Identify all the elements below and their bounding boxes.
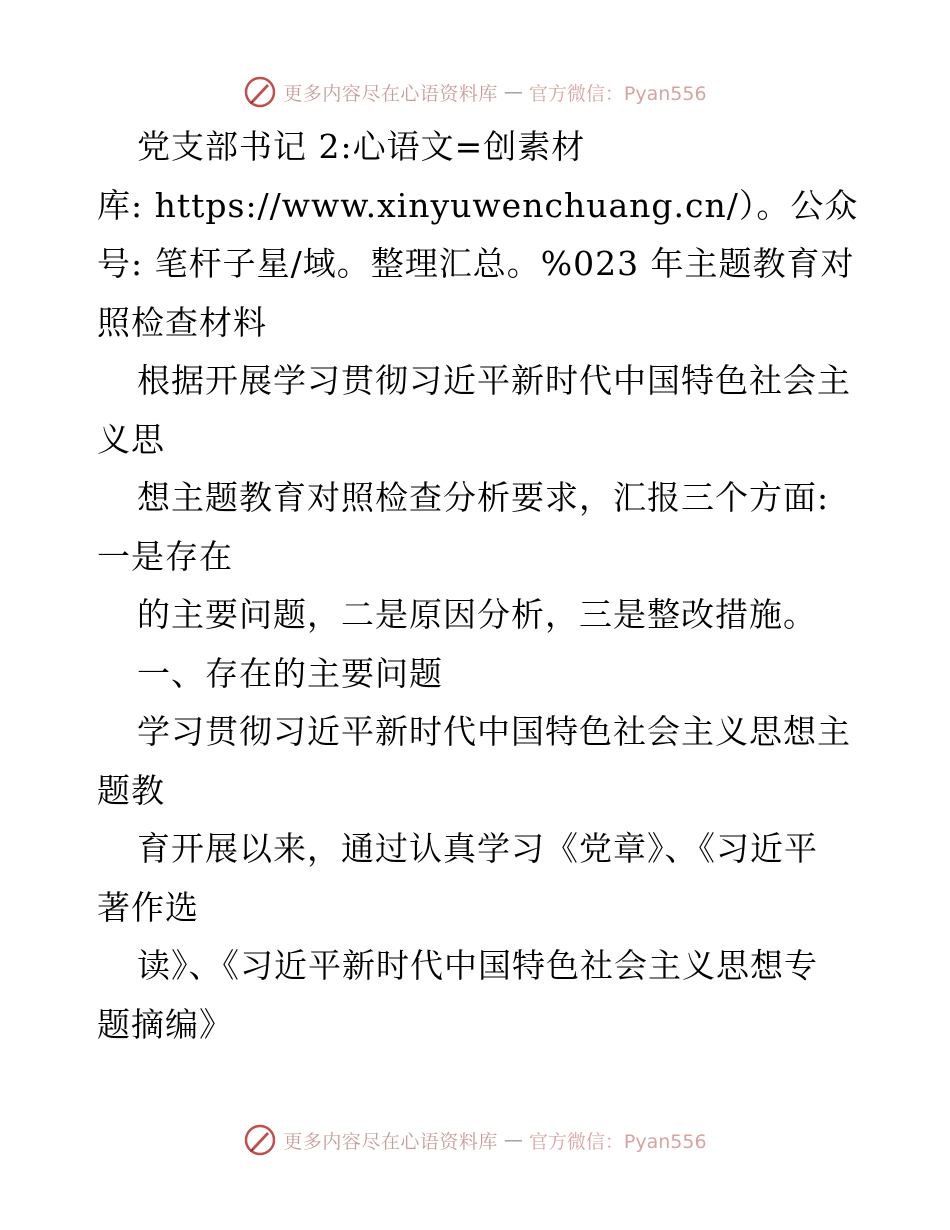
text-line: 党支部书记 2:心语文=创素材 [137,127,586,166]
text-line: 照检查材料 [97,302,267,342]
text-line: 读》、《习近平新时代中国特色社会主义思想专 [137,946,818,985]
text-line: 著作选 [97,887,199,927]
text-line: 根据开展学习贯彻习近平新时代中国特色社会主 [137,361,851,400]
section-heading: 一、存在的主要问题 [137,653,443,693]
banner-wechat: 官方微信：Pyan556 [528,1130,707,1153]
quill-pen-logo-icon [243,1123,277,1157]
text-line: 库: https://www.xinyuwenchuang.cn/）。公众 [97,185,859,225]
text-line: 想主题教育对照检查分析要求，汇报三个方面: [137,478,830,517]
text-line: 义思 [97,419,165,459]
text-line: 题教 [97,770,165,810]
text-line: 号: 笔杆子星/域。整理汇总。%023 年主题教育对 [97,244,855,283]
header-banner [0,72,950,112]
text-line: 育开展以来，通过认真学习《党章》、《习近平 [137,829,818,868]
text-line: 一是存在 [97,536,233,576]
quill-pen-logo-icon [243,75,277,109]
banner-text: 更多内容尽在心语资料库 [283,82,498,105]
banner-separator: — [503,1129,523,1151]
text-line: 学习贯彻习近平新时代中国特色社会主义思想主 [137,712,851,751]
text-line: 的主要问题，二是原因分析，三是整改措施。 [137,595,817,634]
text-line: 题摘编》 [97,1004,233,1044]
banner-separator: — [503,81,523,103]
banner-text: 更多内容尽在心语资料库 [283,1130,498,1153]
footer-banner [0,1120,950,1160]
banner-wechat: 官方微信：Pyan556 [528,82,707,105]
document-body [97,118,857,1054]
